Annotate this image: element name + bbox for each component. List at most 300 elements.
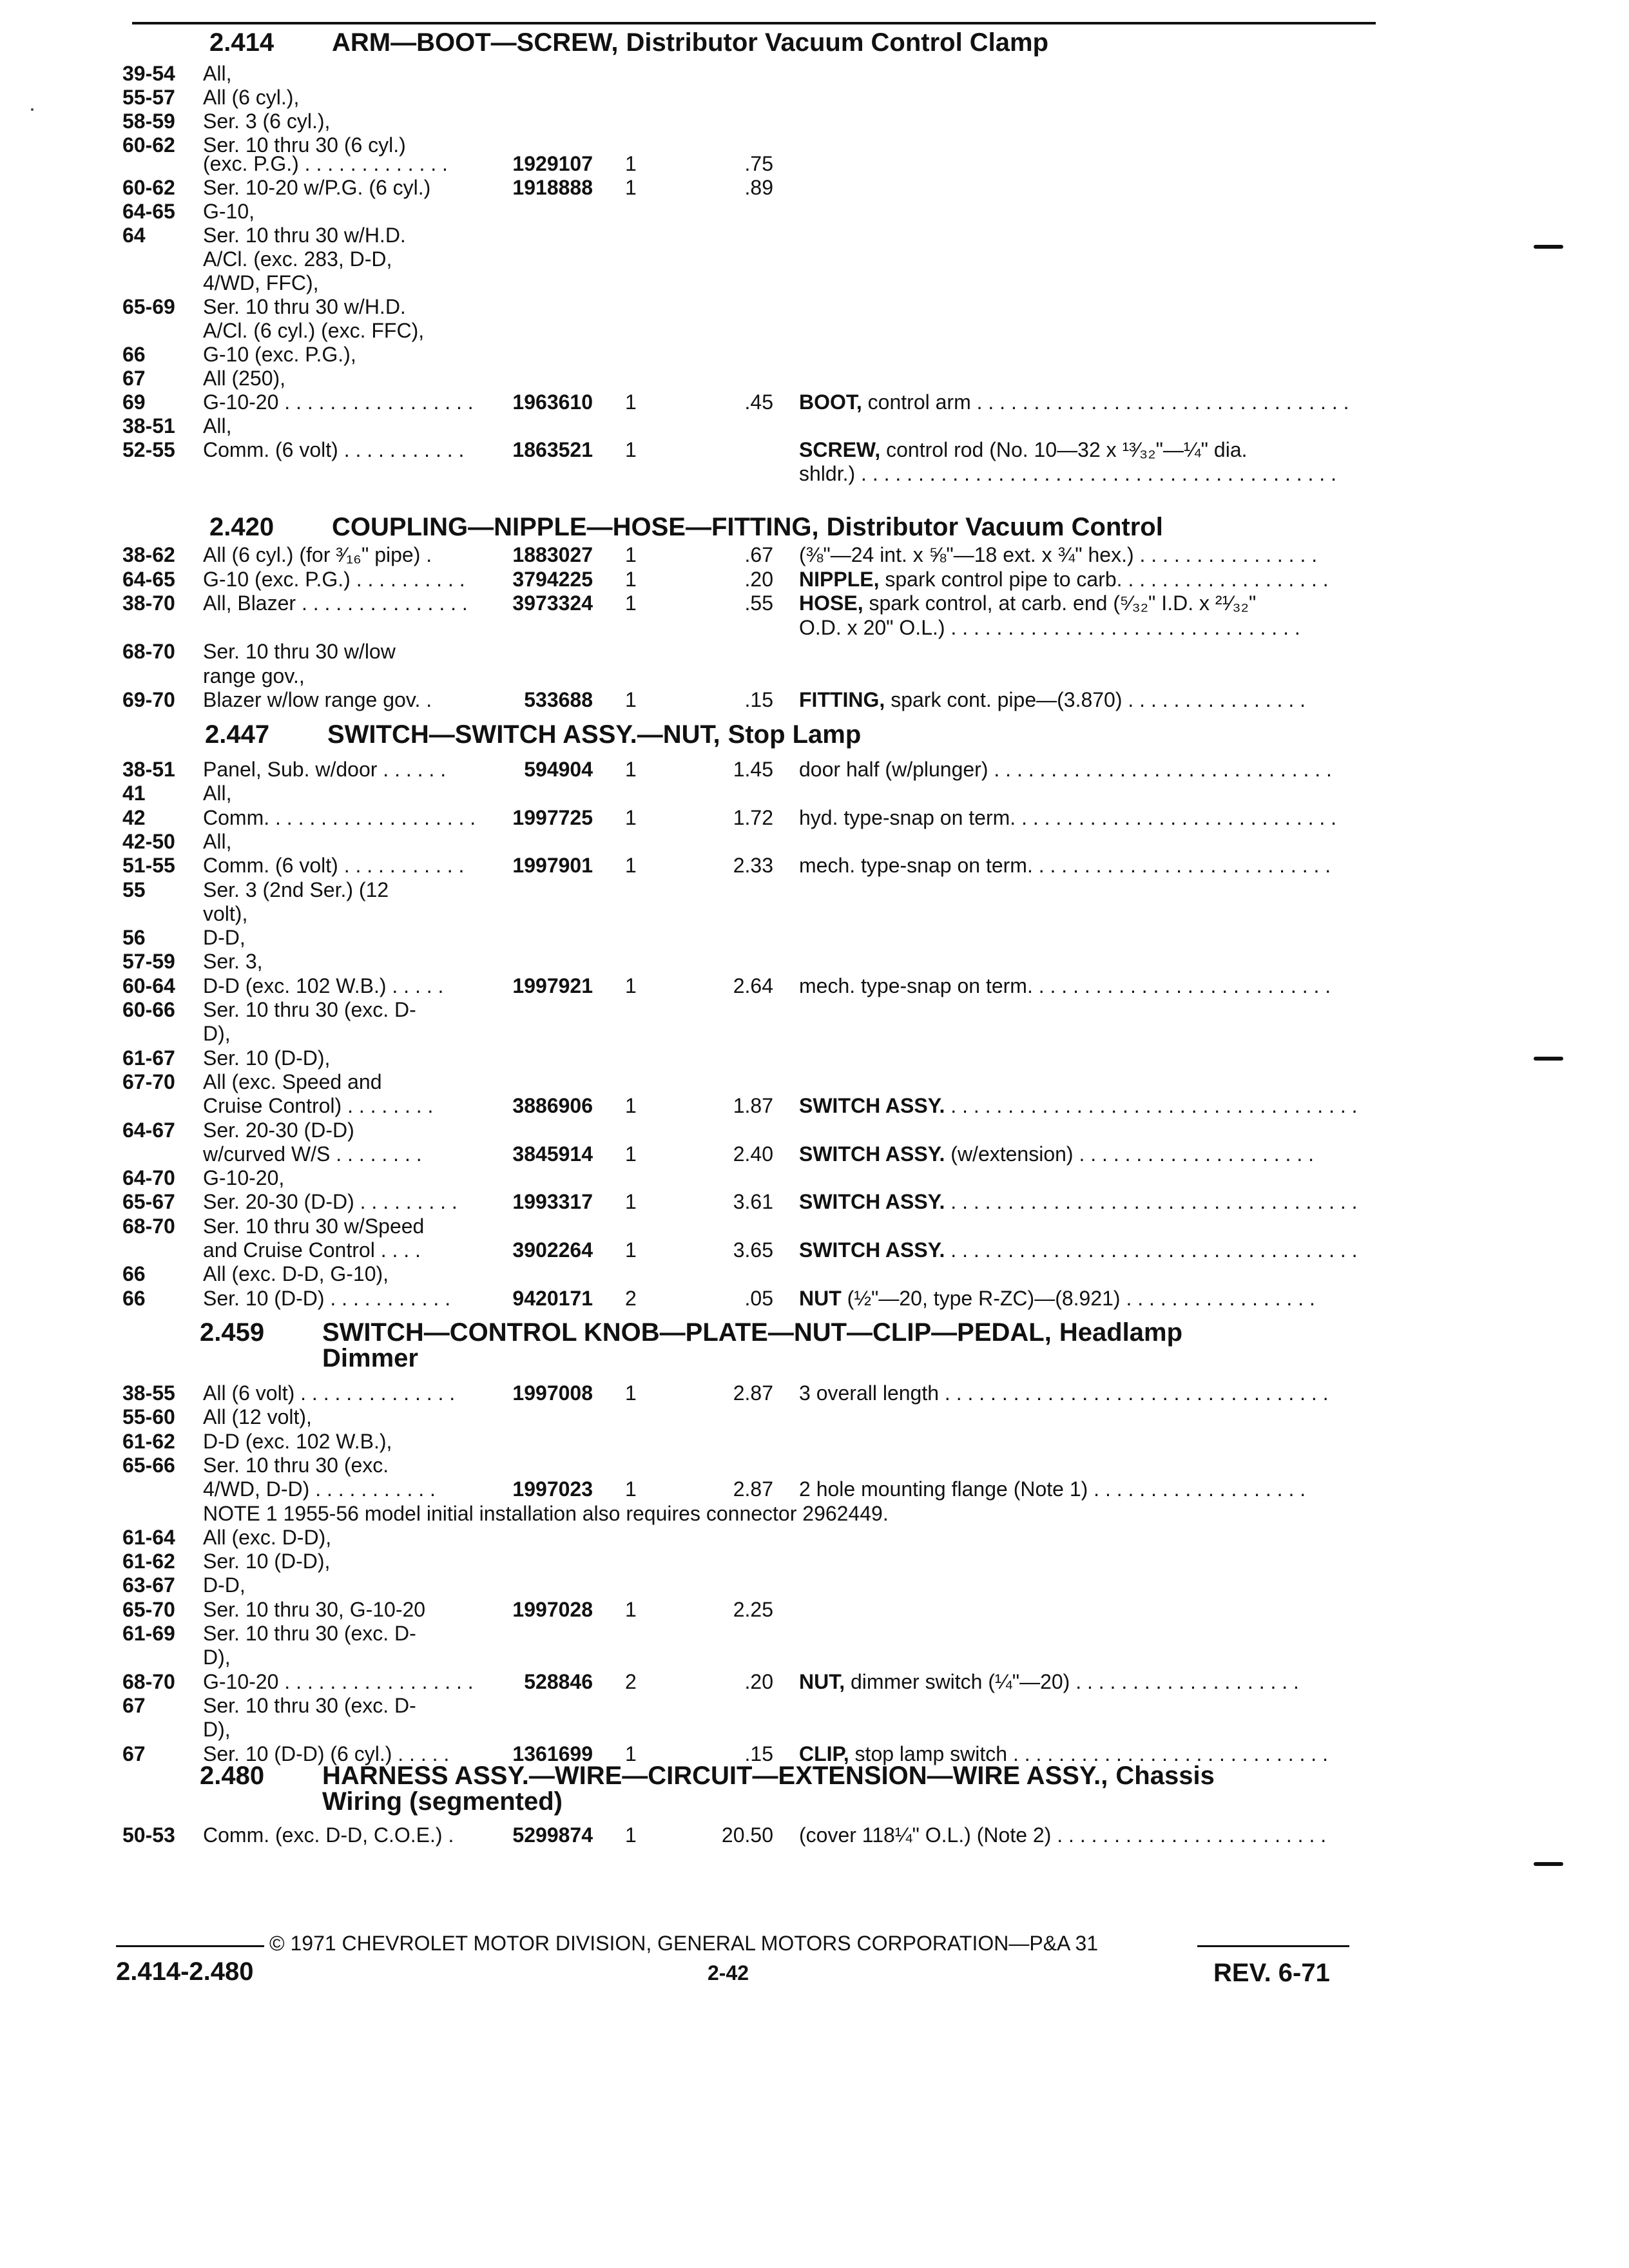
part-name: SCREW,: [799, 438, 881, 461]
model-years: 66: [122, 1287, 146, 1310]
model-application: All (6 volt) . . . . . . . . . . . . . .: [203, 1381, 456, 1405]
list-price: 2.33: [733, 854, 773, 877]
model-application: All,: [203, 830, 232, 853]
model-years: 56: [122, 926, 146, 949]
model-years: 57-59: [122, 950, 175, 973]
quantity: 1: [625, 1094, 637, 1117]
model-application: Comm. (6 volt) . . . . . . . . . . .: [203, 854, 465, 877]
model-application: All, Blazer . . . . . . . . . . . . . . .: [203, 591, 468, 615]
model-application: D),: [203, 1718, 231, 1741]
model-years: 38-55: [122, 1381, 175, 1405]
parts-row: [0, 1622, 1629, 1645]
section-number: 2.447: [205, 720, 270, 749]
model-years: 66: [122, 1262, 146, 1285]
part-number: 3902264: [512, 1238, 593, 1262]
part-number: 1883027: [512, 543, 593, 566]
part-number: 528846: [524, 1670, 593, 1693]
model-years: 38-70: [122, 591, 175, 615]
model-application: All,: [203, 782, 232, 805]
model-application: D-D,: [203, 1573, 246, 1597]
quantity: 1: [625, 974, 637, 997]
section-title: SWITCH—SWITCH ASSY.—NUT,: [327, 720, 720, 749]
footer-rule-right: [1197, 1945, 1349, 1947]
parts-row: [0, 1022, 1629, 1045]
list-price: 1.87: [733, 1094, 773, 1117]
list-price: 3.65: [733, 1238, 773, 1262]
quantity: 1: [625, 1381, 637, 1405]
description-text: mech. type-snap on term. . . . . . . . . . . . . . . . . . . . . . . . . . .: [799, 974, 1331, 997]
model-years: 60-66: [122, 998, 175, 1021]
model-years: 61-64: [122, 1526, 175, 1549]
section-title-continued: Dimmer: [322, 1344, 418, 1372]
model-application: Ser. 20-30 (D-D): [203, 1119, 354, 1142]
parts-row: [0, 568, 1629, 591]
parts-row: [0, 1046, 1629, 1070]
section-number: 2.459: [200, 1318, 265, 1347]
model-application: Ser. 20-30 (D-D) . . . . . . . . .: [203, 1190, 458, 1213]
parts-row: [0, 1287, 1629, 1310]
description-text: O.D. x 20" O.L.) . . . . . . . . . . . . . . . . . . . . . . . . . . . . . . .: [799, 616, 1300, 639]
parts-row: [0, 295, 1629, 318]
part-description: [799, 758, 1332, 782]
part-number: 1993317: [512, 1190, 593, 1213]
model-application: Ser. 3,: [203, 950, 263, 973]
model-years: 51-55: [122, 854, 175, 877]
quantity: 1: [625, 1238, 637, 1262]
parts-row: [0, 1823, 1629, 1847]
model-application: G-10 (exc. P.G.) . . . . . . . . . .: [203, 568, 465, 591]
part-number: 3973324: [512, 591, 593, 615]
list-price: 2.64: [733, 974, 773, 997]
parts-row: [0, 1598, 1629, 1621]
part-number: 1361699: [512, 1742, 593, 1765]
model-years: 63-67: [122, 1573, 175, 1597]
parts-row: [0, 1238, 1629, 1262]
model-years: 64-70: [122, 1166, 175, 1189]
model-years: 39-54: [122, 62, 175, 85]
model-application: Ser. 3 (6 cyl.),: [203, 110, 331, 133]
model-years: 68-70: [122, 640, 175, 663]
part-number: 1997901: [512, 854, 593, 877]
list-price: .45: [744, 390, 773, 414]
model-application: A/Cl. (exc. 283, D-D,: [203, 247, 392, 271]
quantity: 2: [625, 1670, 637, 1693]
part-number: 1963610: [512, 390, 593, 414]
model-application: (exc. P.G.) . . . . . . . . . . . . .: [203, 152, 448, 175]
part-number: 594904: [524, 758, 593, 781]
section-heading: [205, 720, 861, 749]
quantity: 1: [625, 568, 637, 591]
model-application: Ser. 10 thru 30 (exc. D-: [203, 1622, 416, 1645]
part-number: 1997725: [512, 806, 593, 829]
quantity: 1: [625, 688, 637, 711]
list-price: 1.72: [733, 806, 773, 829]
quantity: 1: [625, 543, 637, 566]
model-years: 67: [122, 367, 146, 390]
list-price: .20: [744, 568, 773, 591]
model-years: 52-55: [122, 438, 175, 461]
part-name: CLIP,: [799, 1742, 849, 1765]
part-number: 1863521: [512, 438, 593, 461]
quantity: 1: [625, 1742, 637, 1765]
model-years: 64-65: [122, 200, 175, 223]
model-application: All (6 cyl.) (for ³⁄₁₆" pipe) .: [203, 543, 432, 566]
parts-row: [0, 1190, 1629, 1213]
parts-row: [0, 616, 1629, 639]
quantity: 1: [625, 1190, 637, 1213]
model-application: Panel, Sub. w/door . . . . . .: [203, 758, 447, 781]
quantity: 1: [625, 390, 637, 414]
quantity: 1: [625, 591, 637, 615]
model-years: 42: [122, 806, 146, 829]
parts-row: [0, 1694, 1629, 1717]
part-description: [799, 568, 1329, 591]
footer-page-number: 2-42: [708, 1961, 749, 1984]
parts-row: [0, 806, 1629, 829]
parts-row: [0, 830, 1629, 853]
section-title: COUPLING—NIPPLE—HOSE—FITTING,: [332, 513, 819, 541]
part-description: [799, 1238, 1358, 1262]
binding-mark: [1534, 1862, 1563, 1866]
section-number: 2.480: [200, 1762, 265, 1790]
parts-row: [0, 200, 1629, 223]
model-application: Ser. 10-20 w/P.G. (6 cyl.): [203, 176, 431, 199]
parts-row: [0, 1526, 1629, 1549]
part-description: [799, 1477, 1306, 1501]
parts-row: [0, 926, 1629, 949]
model-application: Ser. 10 thru 30 (exc. D-: [203, 1694, 416, 1717]
part-description: [799, 1823, 1326, 1847]
parts-row: [0, 367, 1629, 390]
quantity: 1: [625, 806, 637, 829]
parts-row: [0, 152, 1629, 175]
model-application: 4/WD, FFC),: [203, 271, 319, 294]
model-years: 64-65: [122, 568, 175, 591]
footer-copyright: © 1971 CHEVROLET MOTOR DIVISION, GENERAL MOTORS CORPORATION—P&A 31: [269, 1932, 1099, 1955]
description-text: spark cont. pipe—(3.870) . . . . . . . . . . . . . . . .: [885, 688, 1306, 711]
parts-row: [0, 878, 1629, 901]
list-price: 2.25: [733, 1598, 773, 1621]
model-years: 60-62: [122, 133, 175, 157]
description-text: door half (w/plunger) . . . . . . . . . . . . . . . . . . . . . . . . . . . . . .: [799, 758, 1332, 781]
model-application: Ser. 3 (2nd Ser.) (12: [203, 878, 389, 901]
description-text: stop lamp switch . . . . . . . . . . . . . . . . . . . . . . . . . . . .: [849, 1742, 1328, 1765]
part-name: FITTING,: [799, 688, 885, 711]
parts-row: [0, 1262, 1629, 1285]
model-years: 61-62: [122, 1430, 175, 1453]
list-price: .20: [744, 1670, 773, 1693]
footer-range: 2.414-2.480: [116, 1957, 254, 1986]
part-description: [799, 1094, 1358, 1118]
part-number: 5299874: [512, 1823, 593, 1847]
description-text: (½"—20, type R-ZC)—(8.921) . . . . . . . . . . . . . . . . .: [841, 1287, 1315, 1310]
part-number: 1929107: [512, 152, 593, 175]
parts-row: [0, 1430, 1629, 1453]
section-title: SWITCH—CONTROL KNOB—PLATE—NUT—CLIP—PEDAL,: [322, 1318, 1052, 1347]
model-years: 69: [122, 390, 146, 414]
model-application: and Cruise Control . . . .: [203, 1238, 421, 1262]
model-application: Ser. 10 thru 30 (6 cyl.): [203, 133, 406, 157]
parts-row: [0, 110, 1629, 133]
part-name: SWITCH ASSY.: [799, 1238, 945, 1262]
parts-row: [0, 1550, 1629, 1573]
part-number: 3794225: [512, 568, 593, 591]
model-years: 68-70: [122, 1670, 175, 1693]
list-price: .89: [744, 176, 773, 199]
quantity: 1: [625, 438, 637, 461]
model-application: Comm. (6 volt) . . . . . . . . . . .: [203, 438, 465, 461]
part-description: [799, 591, 1256, 615]
model-years: 55-60: [122, 1405, 175, 1428]
parts-row: [0, 224, 1629, 247]
model-application: G-10-20 . . . . . . . . . . . . . . . . .: [203, 390, 474, 414]
model-application: G-10,: [203, 200, 255, 223]
top-rule: [132, 22, 1376, 24]
description-text: spark control, at carb. end (⁵⁄₃₂" I.D. x ²¹⁄₃₂": [863, 591, 1257, 615]
model-application: D-D (exc. 102 W.B.),: [203, 1430, 392, 1453]
quantity: 2: [625, 1287, 637, 1310]
parts-row: [0, 1477, 1629, 1501]
model-application: 4/WD, D-D) . . . . . . . . . . .: [203, 1477, 436, 1501]
section-subtitle: Headlamp: [1059, 1318, 1182, 1347]
list-price: .75: [744, 152, 773, 175]
model-application: All (12 volt),: [203, 1405, 312, 1428]
part-description: [799, 462, 1336, 486]
model-years: 65-66: [122, 1454, 175, 1477]
quantity: 1: [625, 854, 637, 877]
list-price: 2.87: [733, 1381, 773, 1405]
section-subtitle: Chassis: [1115, 1762, 1215, 1790]
quantity: 1: [625, 1823, 637, 1847]
model-years: 55-57: [122, 86, 175, 109]
model-years: 66: [122, 343, 146, 366]
model-application: D-D (exc. 102 W.B.) . . . . .: [203, 974, 444, 997]
description-text: control rod (No. 10—32 x ¹³⁄₃₂"—¼" dia.: [880, 438, 1248, 461]
parts-row: [0, 462, 1629, 485]
model-application: G-10 (exc. P.G.),: [203, 343, 356, 366]
model-application: D),: [203, 1022, 231, 1045]
model-years: 64: [122, 224, 146, 247]
parts-row: [0, 640, 1629, 663]
section-subtitle: Distributor Vacuum Control: [826, 513, 1163, 541]
list-price: .67: [744, 543, 773, 566]
section-title: HARNESS ASSY.—WIRE—CIRCUIT—EXTENSION—WIRE ASSY.,: [322, 1762, 1108, 1790]
model-years: 68-70: [122, 1215, 175, 1238]
parts-row: [0, 974, 1629, 997]
parts-row: [0, 1381, 1629, 1405]
part-number: 9420171: [512, 1287, 593, 1310]
model-application: G-10-20 . . . . . . . . . . . . . . . . .: [203, 1670, 474, 1693]
model-application: Ser. 10 thru 30 (exc.: [203, 1454, 389, 1477]
description-text: (⅜"—24 int. x ⅝"—18 ext. x ¾" hex.) . . . . . . . . . . . . . . . .: [799, 543, 1318, 566]
description-text: 2 hole mounting flange (Note 1) . . . . . . . . . . . . . . . . . . .: [799, 1477, 1306, 1501]
model-years: 64-67: [122, 1119, 175, 1142]
part-name: BOOT,: [799, 390, 862, 414]
description-text: (w/extension) . . . . . . . . . . . . . . . . . . . . .: [945, 1142, 1314, 1166]
model-years: 67: [122, 1694, 146, 1717]
parts-row: [0, 86, 1629, 109]
list-price: .05: [744, 1287, 773, 1310]
model-years: 38-62: [122, 543, 175, 566]
description-text: . . . . . . . . . . . . . . . . . . . . . . . . . . . . . . . . . . . .: [945, 1094, 1358, 1117]
part-description: [799, 1670, 1299, 1694]
parts-row: [0, 1070, 1629, 1093]
parts-row: [0, 1454, 1629, 1477]
model-years: 65-69: [122, 295, 175, 318]
model-years: 50-53: [122, 1823, 175, 1847]
part-name: NIPPLE,: [799, 568, 880, 591]
parts-row: [0, 1502, 1629, 1525]
parts-row: [0, 758, 1629, 781]
model-application: Cruise Control) . . . . . . . .: [203, 1094, 434, 1117]
model-years: 61-67: [122, 1046, 175, 1070]
part-number: 1997008: [512, 1381, 593, 1405]
model-application: Ser. 10 (D-D),: [203, 1046, 331, 1070]
footer-revision: REV. 6-71: [1213, 1959, 1330, 1987]
model-application: Ser. 10 thru 30 w/H.D.: [203, 295, 406, 318]
model-application: D-D,: [203, 926, 246, 949]
parts-row: [0, 688, 1629, 711]
part-description: [799, 854, 1331, 878]
model-application: A/Cl. (6 cyl.) (exc. FFC),: [203, 319, 425, 342]
model-years: 67: [122, 1742, 146, 1765]
model-years: 61-69: [122, 1622, 175, 1645]
parts-row: [0, 782, 1629, 805]
model-application: Ser. 10 thru 30, G-10-20: [203, 1598, 426, 1621]
model-years: 65-67: [122, 1190, 175, 1213]
description-text: shldr.) . . . . . . . . . . . . . . . . . . . . . . . . . . . . . . . . . . . . . . . . . .: [799, 462, 1336, 485]
part-number: 3886906: [512, 1094, 593, 1117]
section-subtitle: Stop Lamp: [728, 720, 862, 749]
list-price: 3.61: [733, 1190, 773, 1213]
model-years: 38-51: [122, 758, 175, 781]
quantity: 1: [625, 1477, 637, 1501]
list-price: .15: [744, 688, 773, 711]
parts-row: [0, 998, 1629, 1021]
model-application: All,: [203, 62, 232, 85]
part-description: [799, 616, 1300, 640]
description-text: . . . . . . . . . . . . . . . . . . . . . . . . . . . . . . . . . . . .: [945, 1190, 1358, 1213]
part-description: [799, 1190, 1358, 1214]
parts-row: [0, 1670, 1629, 1693]
part-description: [799, 1381, 1329, 1405]
part-description: [799, 806, 1336, 830]
part-name: HOSE,: [799, 591, 863, 615]
section-subtitle: Distributor Vacuum Control Clamp: [626, 28, 1049, 57]
list-price: .15: [744, 1742, 773, 1765]
model-application: Comm. . . . . . . . . . . . . . . . . . .: [203, 806, 476, 829]
parts-row: [0, 1573, 1629, 1597]
section-heading: [200, 1762, 1215, 1791]
description-text: control arm . . . . . . . . . . . . . . . . . . . . . . . . . . . . . . . . .: [862, 390, 1349, 414]
parts-row: [0, 319, 1629, 342]
model-application: volt),: [203, 902, 248, 925]
model-years: 60-64: [122, 974, 175, 997]
model-application: All (exc. D-D),: [203, 1526, 332, 1549]
parts-row: [0, 1405, 1629, 1428]
model-application: Ser. 10 (D-D) (6 cyl.) . . . . .: [203, 1742, 450, 1765]
description-text: dimmer switch (¼"—20) . . . . . . . . . . . . . . . . . . . .: [845, 1670, 1299, 1693]
list-price: 20.50: [721, 1823, 773, 1847]
section-number: 2.414: [209, 28, 275, 57]
parts-row: [0, 438, 1629, 461]
model-application: All (exc. D-D, G-10),: [203, 1262, 389, 1285]
section-heading: [200, 1318, 1182, 1347]
description-text: (cover 118¼" O.L.) (Note 2) . . . . . . . . . . . . . . . . . . . . . . . .: [799, 1823, 1327, 1847]
part-name: SWITCH ASSY.: [799, 1142, 945, 1166]
description-text: hyd. type-snap on term. . . . . . . . . . . . . . . . . . . . . . . . . . . . .: [799, 806, 1337, 829]
part-name: NUT,: [799, 1670, 845, 1693]
part-description: [799, 688, 1306, 712]
model-years: 55: [122, 878, 146, 901]
model-years: 41: [122, 782, 146, 805]
description-text: 3 overall length . . . . . . . . . . . . . . . . . . . . . . . . . . . . . . . . . .: [799, 1381, 1329, 1405]
list-price: 2.87: [733, 1477, 773, 1501]
parts-row: [0, 1215, 1629, 1238]
parts-row: [0, 1646, 1629, 1669]
model-years: 58-59: [122, 110, 175, 133]
list-price: 2.40: [733, 1142, 773, 1166]
parts-row: [0, 62, 1629, 85]
model-years: 65-70: [122, 1598, 175, 1621]
model-application: range gov.,: [203, 664, 305, 687]
part-description: [799, 974, 1331, 998]
list-price: 1.45: [733, 758, 773, 781]
footer-rule-left: [116, 1945, 264, 1947]
model-years: 60-62: [122, 176, 175, 199]
section-heading: [209, 513, 1163, 542]
part-description: [799, 390, 1349, 414]
part-description: [799, 438, 1248, 462]
parts-row: [0, 664, 1629, 687]
part-number: 533688: [524, 688, 593, 711]
section-title-continued: Wiring (segmented): [322, 1787, 563, 1816]
parts-row: [0, 343, 1629, 366]
part-number: 1997023: [512, 1477, 593, 1501]
part-description: [799, 543, 1317, 567]
model-years: 67-70: [122, 1070, 175, 1093]
part-name: SWITCH ASSY.: [799, 1190, 945, 1213]
part-description: [799, 1287, 1315, 1311]
parts-row: [0, 414, 1629, 437]
model-years: 42-50: [122, 830, 175, 853]
model-years: 38-51: [122, 414, 175, 437]
parts-row: [0, 543, 1629, 566]
parts-row: [0, 390, 1629, 414]
model-application: G-10-20,: [203, 1166, 285, 1189]
part-name: SWITCH ASSY.: [799, 1094, 945, 1117]
part-number: 1918888: [512, 176, 593, 199]
parts-row: [0, 271, 1629, 294]
part-description: [799, 1142, 1314, 1166]
parts-row: [0, 854, 1629, 877]
list-price: .55: [744, 591, 773, 615]
model-application: Ser. 10 (D-D) . . . . . . . . . . .: [203, 1287, 451, 1310]
parts-row: [0, 1718, 1629, 1741]
part-number: 1997028: [512, 1598, 593, 1621]
parts-row: [0, 1119, 1629, 1142]
model-years: 69-70: [122, 688, 175, 711]
description-text: mech. type-snap on term. . . . . . . . . . . . . . . . . . . . . . . . . . .: [799, 854, 1331, 877]
model-application: D),: [203, 1646, 231, 1669]
section-title: ARM—BOOT—SCREW,: [332, 28, 619, 57]
quantity: 1: [625, 1142, 637, 1166]
section-number: 2.420: [209, 513, 275, 541]
quantity: 1: [625, 152, 637, 175]
model-application: Blazer w/low range gov. .: [203, 688, 432, 711]
model-years: 61-62: [122, 1550, 175, 1573]
model-application: Ser. 10 thru 30 w/H.D.: [203, 224, 406, 247]
